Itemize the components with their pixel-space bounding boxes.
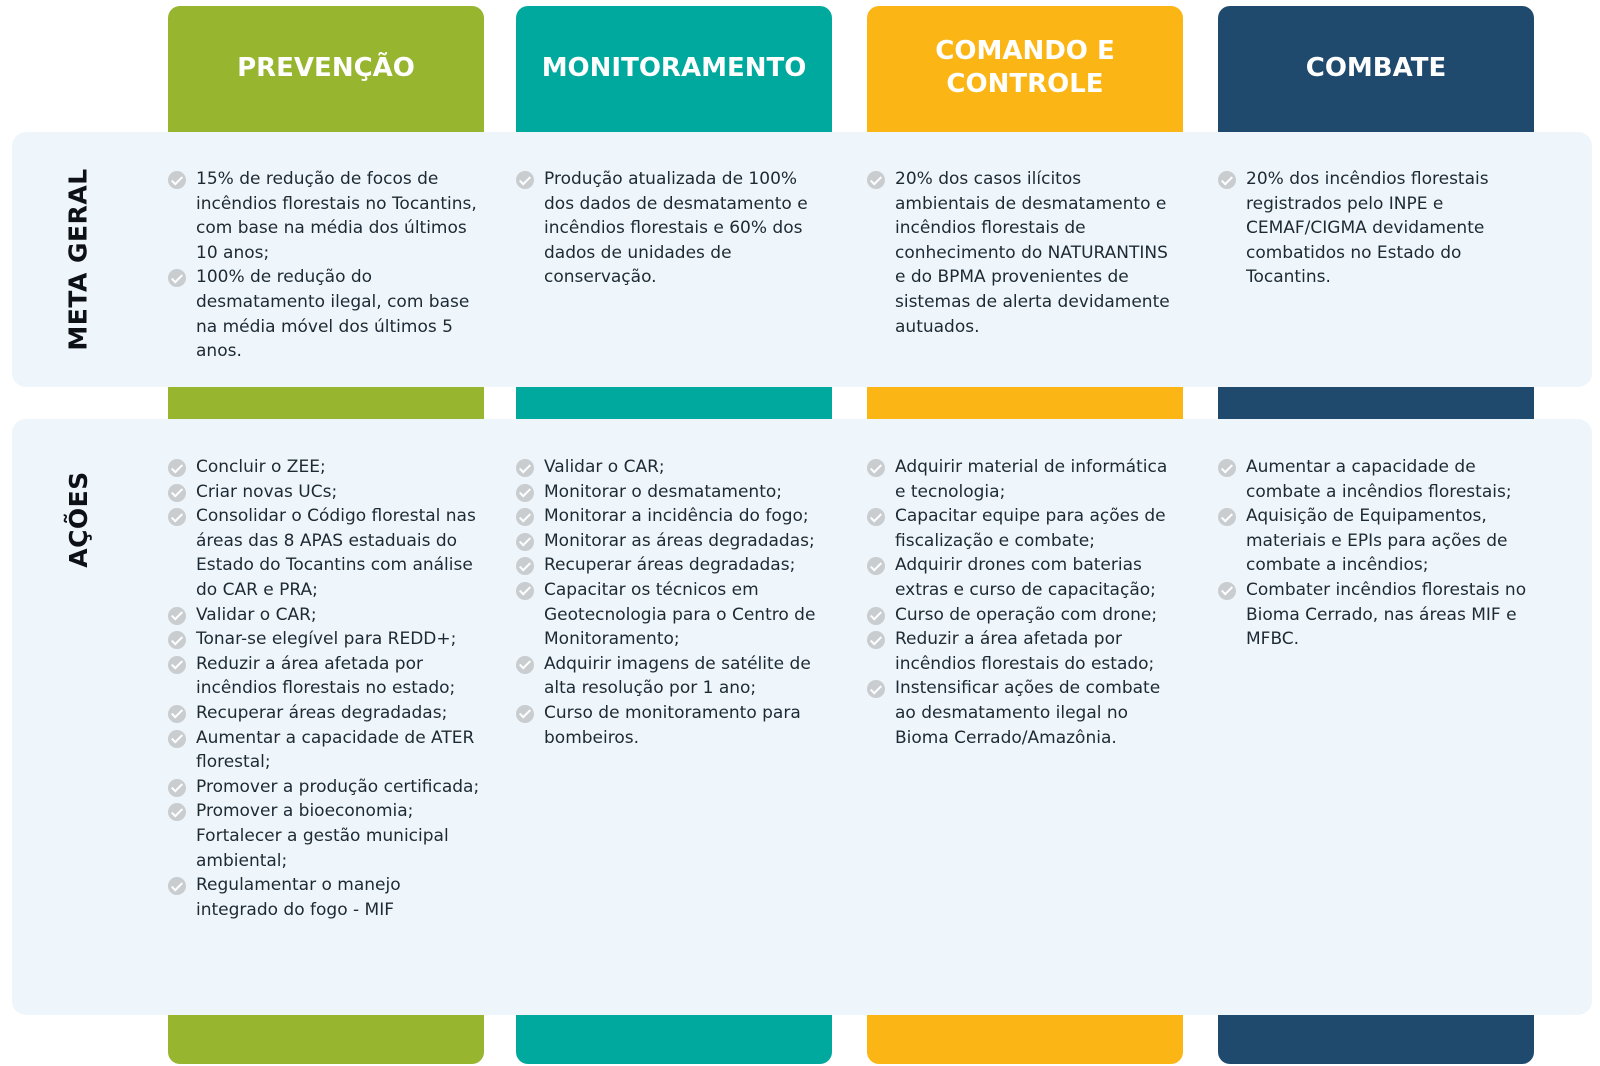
check-circle-icon	[1218, 582, 1236, 600]
list-item	[1218, 504, 1530, 578]
list-item	[168, 701, 480, 726]
list-item-text: 20% dos casos ilícitos ambientais de desmatamento e incêndios florestais de conhecimento do NATURANTINS e do BPMA provenientes de sistemas de alerta devidamente autuados.	[895, 169, 1170, 337]
meta-geral-combate	[1218, 167, 1534, 290]
check-circle-icon	[516, 705, 534, 723]
check-circle-icon	[867, 631, 885, 649]
list-item	[168, 265, 480, 363]
check-circle-icon	[867, 508, 885, 526]
list-item-text: Tonar-se elegível para REDD+;	[196, 629, 457, 650]
check-circle-icon	[867, 680, 885, 698]
list-item-text: Aumentar a capacidade de combate a incêndios florestais;	[1246, 457, 1512, 502]
list-item-text: Curso de operação com drone;	[895, 604, 1158, 625]
list-item	[168, 799, 480, 873]
list-item	[168, 480, 480, 505]
list-item	[516, 701, 828, 750]
list-item-text: Regulamentar o manejo integrado do fogo - MIF	[196, 875, 401, 920]
check-circle-icon	[867, 557, 885, 575]
list-item-text: Criar novas UCs;	[196, 481, 338, 502]
list-item	[516, 578, 828, 652]
list-item-text: Capacitar os técnicos em Geotecnologia para o Centro de Monitoramento;	[544, 579, 816, 650]
list-item-text: Produção atualizada de 100% dos dados de desmatamento e incêndios florestais e 60% dos dados de unidades de conservação.	[544, 169, 808, 288]
list-item-text: Promover a bioeconomia; Fortalecer a gestão municipal ambiental;	[196, 801, 449, 871]
check-circle-icon	[516, 459, 534, 477]
list-item-text: Reduzir a área afetada por incêndios florestais do estado;	[895, 629, 1155, 674]
list-item-text: 15% de redução de focos de incêndios florestais no Tocantins, com base na média dos últimos 10 anos;	[196, 169, 477, 263]
column-title-comando-controle: COMANDO E CONTROLE	[935, 36, 1115, 99]
acoes-monitoramento	[516, 455, 832, 750]
list-item-text: Adquirir material de informática e tecnologia;	[895, 457, 1168, 502]
list-item	[168, 873, 480, 922]
list-item	[867, 676, 1179, 750]
check-circle-icon	[168, 656, 186, 674]
meta-geral-prevencao	[168, 167, 484, 364]
list-item-text: Aumentar a capacidade de ATER florestal;	[196, 727, 475, 773]
check-circle-icon	[168, 508, 186, 526]
check-circle-icon	[516, 171, 534, 189]
list-item	[516, 167, 828, 290]
list-item	[516, 553, 828, 578]
check-circle-icon	[168, 269, 186, 287]
check-circle-icon	[168, 631, 186, 649]
list-item	[516, 652, 828, 701]
list-item-text: Adquirir imagens de satélite de alta resolução por 1 ano;	[544, 653, 811, 699]
meta-geral-comando-controle	[867, 167, 1183, 339]
row-label-meta-geral-text: META GERAL	[63, 168, 93, 351]
list-item	[168, 652, 480, 701]
list-item-text: Monitorar o desmatamento;	[544, 481, 782, 502]
check-circle-icon	[516, 656, 534, 674]
check-circle-icon	[1218, 508, 1236, 526]
list-item	[168, 775, 480, 800]
list-item-text: Combater incêndios florestais no Bioma Cerrado, nas áreas MIF e MFBC.	[1246, 579, 1527, 650]
check-circle-icon	[516, 582, 534, 600]
list-item	[516, 504, 828, 529]
list-item-text: 100% de redução do desmatamento ilegal, com base na média móvel dos últimos 5 anos.	[196, 267, 470, 362]
list-item-text: Promover a produção certificada;	[196, 776, 480, 797]
check-circle-icon	[168, 803, 186, 821]
list-item	[867, 167, 1179, 339]
list-item-text: Curso de monitoramento para bombeiros.	[544, 702, 801, 748]
column-title-monitoramento: MONITORAMENTO	[541, 52, 807, 83]
list-item	[867, 627, 1179, 676]
list-item	[867, 603, 1179, 628]
check-circle-icon	[867, 459, 885, 477]
list-item-text: Validar o CAR;	[544, 457, 665, 477]
check-circle-icon	[168, 877, 186, 895]
list-item-text: Capacitar equipe para ações de fiscalização e combate;	[895, 506, 1166, 551]
list-item-text: Validar o CAR;	[196, 604, 317, 625]
list-item-text: Recuperar áreas degradadas;	[544, 555, 796, 576]
check-circle-icon	[516, 557, 534, 575]
list-item	[1218, 455, 1530, 504]
acoes-combate	[1218, 455, 1534, 652]
list-item	[168, 726, 480, 775]
list-item-text: Aquisição de Equipamentos, materiais e EPIs para ações de combate a incêndios;	[1246, 506, 1508, 576]
check-circle-icon	[168, 459, 186, 477]
list-item	[168, 455, 480, 480]
acoes-prevencao	[168, 455, 484, 922]
list-item	[516, 480, 828, 505]
list-item	[1218, 167, 1530, 290]
check-circle-icon	[168, 730, 186, 748]
list-item	[516, 455, 828, 480]
list-item	[867, 553, 1179, 602]
check-circle-icon	[1218, 459, 1236, 477]
check-circle-icon	[867, 607, 885, 625]
list-item	[168, 627, 480, 652]
list-item-text: Consolidar o Código florestal nas áreas das 8 APAS estaduais do Estado do Tocantins com análise do CAR e PRA;	[196, 506, 476, 600]
meta-geral-monitoramento	[516, 167, 832, 290]
list-item	[1218, 578, 1530, 652]
check-circle-icon	[516, 533, 534, 551]
list-item-text: Concluir o ZEE;	[196, 457, 326, 477]
list-item	[168, 504, 480, 602]
column-title-prevencao: PREVENÇÃO	[237, 52, 415, 83]
list-item	[168, 167, 480, 265]
column-title-combate: COMBATE	[1305, 52, 1447, 83]
row-label-meta-geral	[48, 132, 108, 387]
list-item	[867, 504, 1179, 553]
check-circle-icon	[168, 484, 186, 502]
list-item	[168, 603, 480, 628]
check-circle-icon	[168, 705, 186, 723]
check-circle-icon	[168, 171, 186, 189]
list-item-text: Instensificar ações de combate ao desmatamento ilegal no Bioma Cerrado/Amazônia.	[895, 678, 1161, 748]
list-item	[516, 529, 828, 554]
check-circle-icon	[516, 484, 534, 502]
row-label-acoes	[48, 419, 108, 619]
list-item	[867, 455, 1179, 504]
row-label-acoes-text: AÇÕES	[63, 470, 93, 568]
list-item-text: Adquirir drones com baterias extras e curso de capacitação;	[895, 555, 1156, 600]
check-circle-icon	[1218, 171, 1236, 189]
list-item-text: 20% dos incêndios florestais registrados pelo INPE e CEMAF/CIGMA devidamente combatidos no Estado do Tocantins.	[1246, 169, 1489, 288]
list-item-text: Monitorar as áreas degradadas;	[544, 530, 815, 551]
list-item-text: Reduzir a área afetada por incêndios florestais no estado;	[196, 653, 456, 699]
check-circle-icon	[168, 607, 186, 625]
acoes-comando-controle	[867, 455, 1183, 750]
list-item-text: Monitorar a incidência do fogo;	[544, 506, 809, 527]
check-circle-icon	[516, 508, 534, 526]
check-circle-icon	[168, 779, 186, 797]
list-item-text: Recuperar áreas degradadas;	[196, 702, 448, 723]
check-circle-icon	[867, 171, 885, 189]
